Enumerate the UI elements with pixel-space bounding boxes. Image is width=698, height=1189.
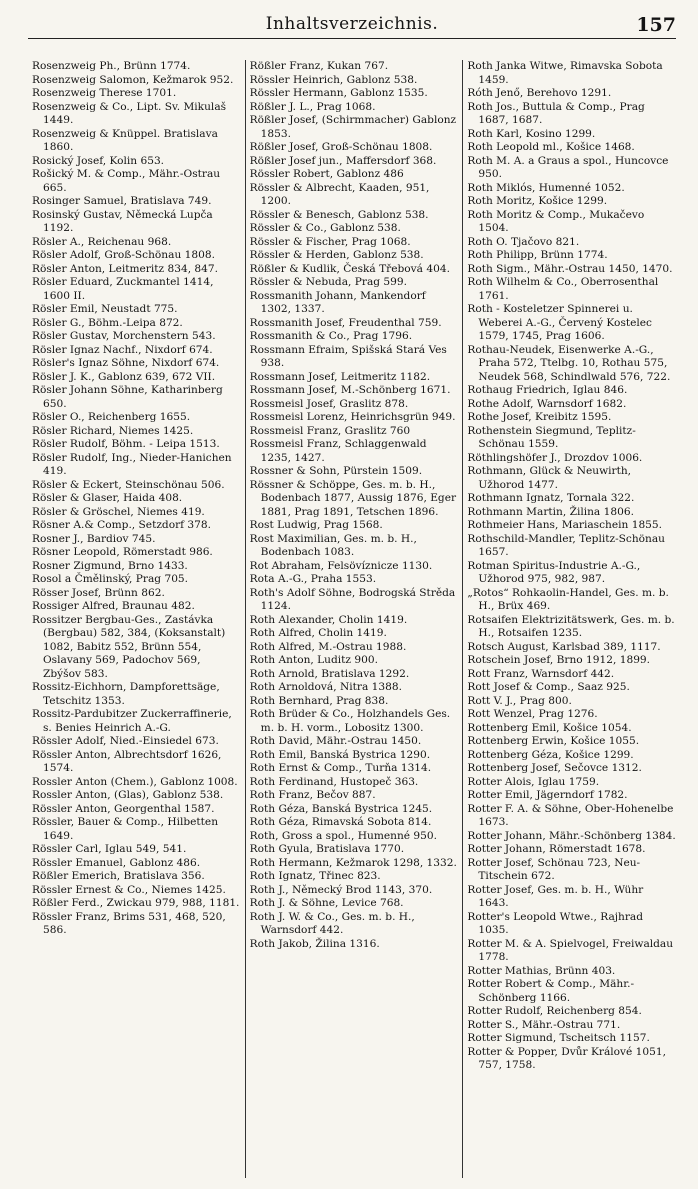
index-entry: Rossmanith & Co., Prag 1796. [249, 330, 413, 342]
index-entry: Rossmanith Josef, Freudenthal 759. [249, 316, 442, 329]
index-entry: Rothaug Friedrich, Iglau 846. [467, 384, 628, 396]
index-entry: Rösler J. K., Gablonz 639, 672 VII. [32, 370, 216, 383]
index-entry: Roth Emil, Banská Bystrica 1290. [249, 748, 431, 761]
index-entry: Rotter Alois, Iglau 1759. [467, 775, 600, 788]
index-entry: Rotter S., Mähr.-Ostrau 771. [467, 1018, 621, 1031]
index-entry: Roth Sigm., Mähr.-Ostrau 1450, 1470. [467, 262, 673, 275]
index-entry: Rösner Leopold, Römerstadt 986. [32, 546, 213, 558]
index-entry: Rotter M. & A. Spielvogel, Freiwaldau 1778. [467, 937, 674, 963]
index-entry: Roth - Kosteletzer Spinnerei u. Weberei A.-G., Červený Kostelec 1579, 1745, Prag 1606. [467, 303, 652, 342]
index-entry: Rösler O., Reichenberg 1655. [32, 411, 191, 423]
index-entry: Rössler, Bauer & Comp., Hilbetten 1649. [32, 816, 219, 842]
index-entry: Roth Ignatz, Třinec 823. [249, 870, 381, 882]
index-entry: Rotman Spiritus-Industrie A.-G., Užhorod 975, 982, 987. [467, 559, 641, 585]
index-entry: Roth O. Tjačovo 821. [467, 235, 580, 248]
index-entry: Rothmann Martin, Žilina 1806. [467, 505, 634, 518]
index-entry: Rott Josef & Comp., Saaz 925. [467, 681, 630, 693]
page-title: Inhaltsverzeichnis. [265, 14, 439, 34]
index-entry: Rossner & Sohn, Pürstein 1509. [249, 465, 423, 477]
index-entry: Roth Arnoldová, Nitra 1388. [249, 681, 402, 693]
index-entry: Rosner Zigmund, Brno 1433. [32, 559, 188, 572]
index-entry: Rošický M. & Comp., Mähr.-Ostrau 665. [32, 168, 221, 194]
index-entry: Rossitz-Pardubitzer Zuckerraffinerie, s. Benies Heinrich A.-G. [32, 708, 232, 734]
index-entry: Roth Anton, Luditz 900. [249, 654, 378, 666]
index-entry: Roth Miklós, Humenné 1052. [467, 181, 625, 194]
index-entry: Rössler Anton, Albrechtsdorf 1626, 1574. [32, 748, 222, 774]
index-entry: Roth Alexander, Cholin 1419. [249, 613, 408, 626]
index-entry: Rössler Hermann, Gablonz 1535. [249, 87, 428, 99]
index-entry: Rössler Carl, Iglau 549, 541. [32, 843, 187, 855]
index-entry: Rothe Adolf, Warnsdorf 1682. [467, 397, 627, 410]
index-entry: Rösler Rudolf, Böhm. - Leipa 1513. [32, 438, 220, 450]
index-entry: Rossmeisl Franz, Schlaggenwald 1235, 1427. [249, 438, 427, 464]
index-entry: Rottenberg Erwin, Košice 1055. [467, 735, 640, 747]
index-entry: Rothe Josef, Kreibitz 1595. [467, 411, 612, 423]
index-entry: Rössler Emanuel, Gablonz 486. [32, 856, 201, 869]
index-entry: Rößler Josef jun., Maffersdorf 368. [249, 154, 437, 167]
index-entry: Rottenberg Emil, Košice 1054. [467, 721, 632, 734]
index-entry: Rossmanith Johann, Mankendorf 1302, 1337. [249, 289, 426, 315]
index-entry: Roth Ernst & Comp., Turňa 1314. [249, 762, 432, 774]
index-entry: Roth Jakob, Žilina 1316. [249, 937, 380, 950]
index-entry: Rotter Josef, Schönau 723, Neu-Titschein 672. [467, 856, 641, 882]
index-entry: Rösler Gustav, Morchenstern 543. [32, 330, 216, 342]
index-entry: Rösler Eduard, Zuckmantel 1414, 1600 II. [32, 276, 214, 302]
index-entry: Rösler Anton, Leitmeritz 834, 847. [32, 262, 219, 275]
index-entry: Rotter Mathias, Brünn 403. [467, 964, 616, 977]
index-entry: Rößler Emerich, Bratislava 356. [32, 870, 205, 882]
index-entry: Rotter F. A. & Söhne, Ober-Hohenelbe 1673. [467, 802, 674, 828]
index-entry: „Rotos“ Rohkaolin-Handel, Ges. m. b. H., Brüx 469. [467, 586, 669, 612]
index-entry: Roth Bernhard, Prag 838. [249, 694, 389, 707]
index-entry: Rothschild-Mandler, Teplitz-Schönau 1657. [467, 532, 666, 558]
index-entry: Rösler Ignaz Nachf., Nixdorf 674. [32, 343, 213, 356]
index-entry: Rotter Johann, Mähr.-Schönberg 1384. [467, 829, 676, 842]
index-entry: Róth Jenő, Berehovo 1291. [467, 87, 612, 99]
index-entry: Roth Moritz, Košice 1299. [467, 195, 608, 207]
index-entry: Roth David, Mähr.-Ostrau 1450. [249, 735, 422, 747]
index-columns [28, 60, 680, 1178]
index-entry: Rotter Sigmund, Tscheitsch 1157. [467, 1032, 650, 1044]
index-entry: Roth Leopold ml., Košice 1468. [467, 141, 635, 153]
index-entry: Rösler Adolf, Groß-Schönau 1808. [32, 249, 215, 261]
index-entry: Roth Moritz & Comp., Mukačevo 1504. [467, 208, 645, 234]
index-entry: Rossitz-Eichhorn, Dampforettsäge, Tetschitz 1353. [32, 681, 220, 707]
index-entry: Rösler & Eckert, Steinschönau 506. [32, 478, 225, 491]
index-entry: Rößler Ferd., Zwickau 979, 988, 1181. [32, 897, 240, 909]
index-entry: Rössler Heinrich, Gablonz 538. [249, 73, 418, 86]
index-entry: Rosenzweig & Co., Lipt. Sv. Mikulaš 1449. [32, 100, 227, 126]
index-entry: Rotter's Leopold Wtwe., Rajhrad 1035. [467, 910, 644, 936]
index-entry: Rosner J., Bardiov 745. [32, 532, 156, 545]
index-entry: Rössler Anton, Georgenthal 1587. [32, 802, 215, 815]
index-entry: Rott Franz, Warnsdorf 442. [467, 667, 615, 680]
index-entry: Rössler & Co., Gablonz 538. [249, 222, 401, 234]
index-entry: Rössler & Herden, Gablonz 538. [249, 249, 424, 261]
index-entry: Rosinger Samuel, Bratislava 749. [32, 195, 212, 207]
index-entry: Rössler & Albrecht, Kaaden, 951, 1200. [249, 181, 430, 207]
index-entry: Rothenstein Siegmund, Teplitz-Schönau 1559. [467, 424, 636, 450]
index-entry: Rost Ludwig, Prag 1568. [249, 519, 383, 531]
index-entry: Roth Franz, Bečov 887. [249, 789, 376, 801]
index-entry: Roth M. A. a Graus a spol., Huncovce 950. [467, 154, 669, 180]
index-entry: Rotschein Josef, Brno 1912, 1899. [467, 654, 651, 666]
index-entry: Roth Arnold, Bratislava 1292. [249, 667, 410, 680]
index-entry: Rößler Franz, Kukan 767. [249, 60, 389, 72]
index-entry: Rösler & Gröschel, Niemes 419. [32, 505, 205, 518]
index-entry: Rösner A.& Comp., Setzdorf 378. [32, 519, 212, 531]
index-entry: Rösler's Ignaz Söhne, Nixdorf 674. [32, 357, 220, 369]
page-header [28, 14, 676, 39]
index-entry: Roth's Adolf Söhne, Bodrogská Strěda 1124. [249, 586, 456, 612]
index-entry: Rössler Ernest & Co., Niemes 1425. [32, 883, 226, 896]
index-column-left [28, 60, 245, 1178]
index-entry: Rössler & Fischer, Prag 1068. [249, 235, 411, 248]
index-entry: Rotter Emil, Jägerndorf 1782. [467, 789, 628, 801]
index-entry: Rossmeisl Josef, Graslitz 878. [249, 397, 409, 410]
index-entry: Rösler Richard, Niemes 1425. [32, 424, 194, 437]
index-entry: Rothmeier Hans, Mariaschein 1855. [467, 519, 663, 531]
index-entry: Rosenzweig Therese 1701. [32, 87, 177, 99]
index-entry: Rossmeisl Franz, Graslitz 760 [249, 424, 411, 437]
index-entry: Rosenzweig & Knüppel. Bratislava 1860. [32, 127, 218, 153]
index-entry: Rott Wenzel, Prag 1276. [467, 708, 598, 720]
index-entry: Rotter Rudolf, Reichenberg 854. [467, 1005, 642, 1017]
index-entry: Rossmann Josef, Leitmeritz 1182. [249, 370, 431, 383]
index-entry: Rößler Josef, (Schirmmacher) Gablonz 1853. [249, 114, 457, 140]
index-entry: Rotsch August, Karlsbad 389, 1117. [467, 640, 661, 653]
index-entry: Rotter Robert & Comp., Mähr.-Schönberg 1166. [467, 978, 635, 1004]
index-entry: Röthlingshöfer J., Drozdov 1006. [467, 451, 643, 464]
index-entry: Rössler & Nebuda, Prag 599. [249, 276, 408, 288]
index-entry: Rössler Robert, Gablonz 486 [249, 168, 404, 180]
index-entry: Rosický Josef, Kolin 653. [32, 154, 165, 167]
index-entry: Roth Brüder & Co., Holzhandels Ges. m. b. H. vorm., Lobositz 1300. [249, 708, 451, 734]
index-entry: Rösler G., Böhm.-Leipa 872. [32, 316, 183, 329]
index-entry: Rossmeisl Lorenz, Heinrichsgrün 949. [249, 411, 456, 423]
index-entry: Rot Abraham, Felsövíznicze 1130. [249, 559, 433, 572]
index-entry: Roth Géza, Rimavská Sobota 814. [249, 816, 432, 828]
index-entry: Rösser Josef, Brünn 862. [32, 586, 165, 599]
index-entry: Rösler Johann Söhne, Katharinberg 650. [32, 384, 223, 410]
index-entry: Rössner & Schöppe, Ges. m. b. H., Bodenbach 1877, Aussig 1876, Eger 1881, Prag 1891, Tetschen 1896. [249, 478, 457, 518]
index-entry: Rosinský Gustav, Německá Lupča 1192. [32, 208, 213, 234]
index-entry: Roth J., Německý Brod 1143, 370. [249, 883, 433, 896]
index-entry: Rotter Josef, Ges. m. b. H., Wühr 1643. [467, 883, 644, 909]
index-entry: Rösler Emil, Neustadt 775. [32, 303, 178, 315]
index-entry: Rößler Josef, Groß-Schönau 1808. [249, 141, 433, 153]
index-entry: Roth Alfred, M.-Ostrau 1988. [249, 640, 407, 653]
index-entry: Roth Wilhelm & Co., Oberrosenthal 1761. [467, 276, 659, 302]
index-entry: Roth Philipp, Brünn 1774. [467, 249, 608, 261]
index-entry: Rößler & Kudlik, Česká Třebová 404. [249, 262, 450, 275]
index-entry: Roth Ferdinand, Hustopeč 363. [249, 775, 419, 788]
index-entry: Roth Jos., Buttula & Comp., Prag 1687, 1687. [467, 100, 645, 126]
index-entry: Rosol a Čmělinský, Prag 705. [32, 573, 189, 585]
index-entry: Roth Gyula, Bratislava 1770. [249, 843, 405, 855]
index-column-middle [245, 60, 463, 1178]
index-entry: Rothmann, Glück & Neuwirth, Užhorod 1477. [467, 465, 632, 491]
page-number: 157 [636, 14, 676, 36]
index-entry: Rota A.-G., Praha 1553. [249, 573, 377, 585]
index-entry: Roth Géza, Banská Bystrica 1245. [249, 802, 433, 815]
index-entry: Rossmann Josef, M.-Schönberg 1671. [249, 384, 451, 396]
index-entry: Rothmann Ignatz, Tornala 322. [467, 492, 635, 504]
index-entry: Rott V. J., Prag 800. [467, 694, 572, 707]
index-entry: Rotsaifen Elektrizitätswerk, Ges. m. b. H., Rotsaifen 1235. [467, 613, 675, 639]
index-entry: Rössler Franz, Brims 531, 468, 520, 586. [32, 910, 226, 936]
index-entry: Rossitzer Bergbau-Ges., Zastávka (Bergbau) 582, 384, (Koksanstalt) 1082, Babitz 552, Brünn 554, Oslavany 569, Padochov 569, Zbýšov 583. [32, 613, 226, 680]
index-entry: Roth, Gross a spol., Humenné 950. [249, 829, 438, 842]
index-entry: Roth Janka Witwe, Rimavska Sobota 1459. [467, 60, 663, 86]
index-entry: Rößler J. L., Prag 1068. [249, 100, 376, 113]
index-entry: Rösler & Glaser, Haida 408. [32, 492, 183, 504]
index-entry: Roth Hermann, Kežmarok 1298, 1332. [249, 856, 457, 869]
index-entry: Rosenzweig Salomon, Kežmarok 952. [32, 73, 234, 86]
index-entry: Rotter & Popper, Dvůr Králové 1051, 757, 1758. [467, 1045, 666, 1071]
index-entry: Rotter Johann, Römerstadt 1678. [467, 843, 646, 855]
index-entry: Rossiger Alfred, Braunau 482. [32, 600, 195, 612]
index-entry: Roth Karl, Kosino 1299. [467, 127, 596, 140]
index-entry: Roth J. & Söhne, Levice 768. [249, 897, 404, 909]
index-entry: Rossmann Efraim, Spišská Stará Ves 938. [249, 343, 447, 369]
index-entry: Rössler & Benesch, Gablonz 538. [249, 208, 429, 221]
index-entry: Rottenberg Josef, Sečovce 1312. [467, 762, 642, 774]
index-entry: Roth Alfred, Cholin 1419. [249, 627, 387, 639]
index-entry: Rossler Anton (Chem.), Gablonz 1008. [32, 775, 238, 788]
index-entry: Roth J. W. & Co., Ges. m. b. H., Warnsdorf 442. [249, 910, 415, 936]
index-entry: Rossler Anton, (Glas), Gablonz 538. [32, 789, 224, 801]
index-column-right [462, 60, 680, 1178]
index-entry: Rothau-Neudek, Eisenwerke A.-G., Praha 572, Ttelbg. 10, Rothau 575, Neudek 568, Schindlwald 576, 722. [467, 343, 671, 383]
index-entry: Rost Maximilian, Ges. m. b. H., Bodenbach 1083. [249, 532, 417, 558]
index-entry: Rösler Rudolf, Ing., Nieder-Hanichen 419. [32, 451, 232, 477]
index-entry: Rössler Adolf, Nied.-Einsiedel 673. [32, 735, 219, 747]
index-entry: Rottenberg Géza, Košice 1299. [467, 748, 634, 761]
index-entry: Rosenzweig Ph., Brünn 1774. [32, 60, 191, 72]
index-entry: Rösler A., Reichenau 968. [32, 235, 172, 248]
